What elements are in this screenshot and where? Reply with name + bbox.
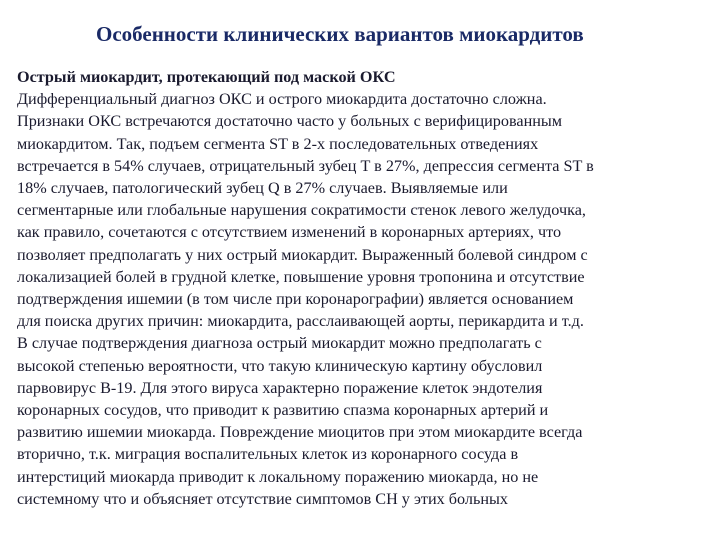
body-line: встречается в 54% случаев, отрицательный зубец T в 27%, депрессия сегмента ST в: [17, 156, 594, 175]
body-line: позволяет предполагать у них острый миокардит. Выраженный болевой синдром с: [17, 245, 588, 264]
body-line: сегментарные или глобальные нарушения сократимости стенок левого желудочка,: [17, 201, 586, 220]
body-line: развитию ишемии миокарда. Повреждение миоцитов при этом миокардите всегда: [17, 423, 583, 442]
body-line: Дифференциальный диагноз ОКС и острого миокардита достаточно сложна.: [17, 90, 547, 109]
body-line: миокардитом. Так, подъем сегмента ST в 2-х последовательных отведениях: [17, 134, 539, 153]
body-line: Признаки ОКС встречаются достаточно часто у больных с верифицированным: [17, 112, 563, 131]
slide-body: [17, 66, 707, 510]
body-line: парвовирус B-19. Для этого вируса характерно поражение клеток эндотелия: [17, 378, 543, 397]
slide-title: Особенности клинических вариантов миокардитов: [96, 22, 584, 46]
body-line: вторично, т.к. миграция воспалительных клеток из коронарного сосуда в: [17, 445, 519, 464]
body-line: локализацией болей в грудной клетке, повышение уровня тропонина и отсутствие: [17, 267, 585, 286]
body-line: высокой степенью вероятности, что такую клиническую картину обусловил: [17, 356, 543, 375]
body-line: В случае подтверждения диагноза острый миокардит можно предполагать с: [17, 334, 542, 353]
body-line: коронарных сосудов, что приводит к развитию спазма коронарных артерий и: [17, 401, 549, 420]
body-line: системному что и объясняет отсутствие симптомов СН у этих больных: [17, 489, 508, 508]
body-line: 18% случаев, патологический зубец Q в 27% случаев. Выявляемые или: [17, 179, 508, 198]
body-line: для поиска других причин: миокардита, расслаивающей аорты, перикардита и т.д.: [17, 312, 584, 331]
body-line: интерстиций миокарда приводит к локальному поражению миокарда, но не: [17, 467, 539, 486]
body-line: подтверждения ишемии (в том числе при коронарографии) является основанием: [17, 290, 574, 309]
body-line: как правило, сочетаются с отсутствием изменений в коронарных артериях, что: [17, 223, 562, 242]
section-subtitle: Острый миокардит, протекающий под маской ОКС: [17, 68, 396, 86]
